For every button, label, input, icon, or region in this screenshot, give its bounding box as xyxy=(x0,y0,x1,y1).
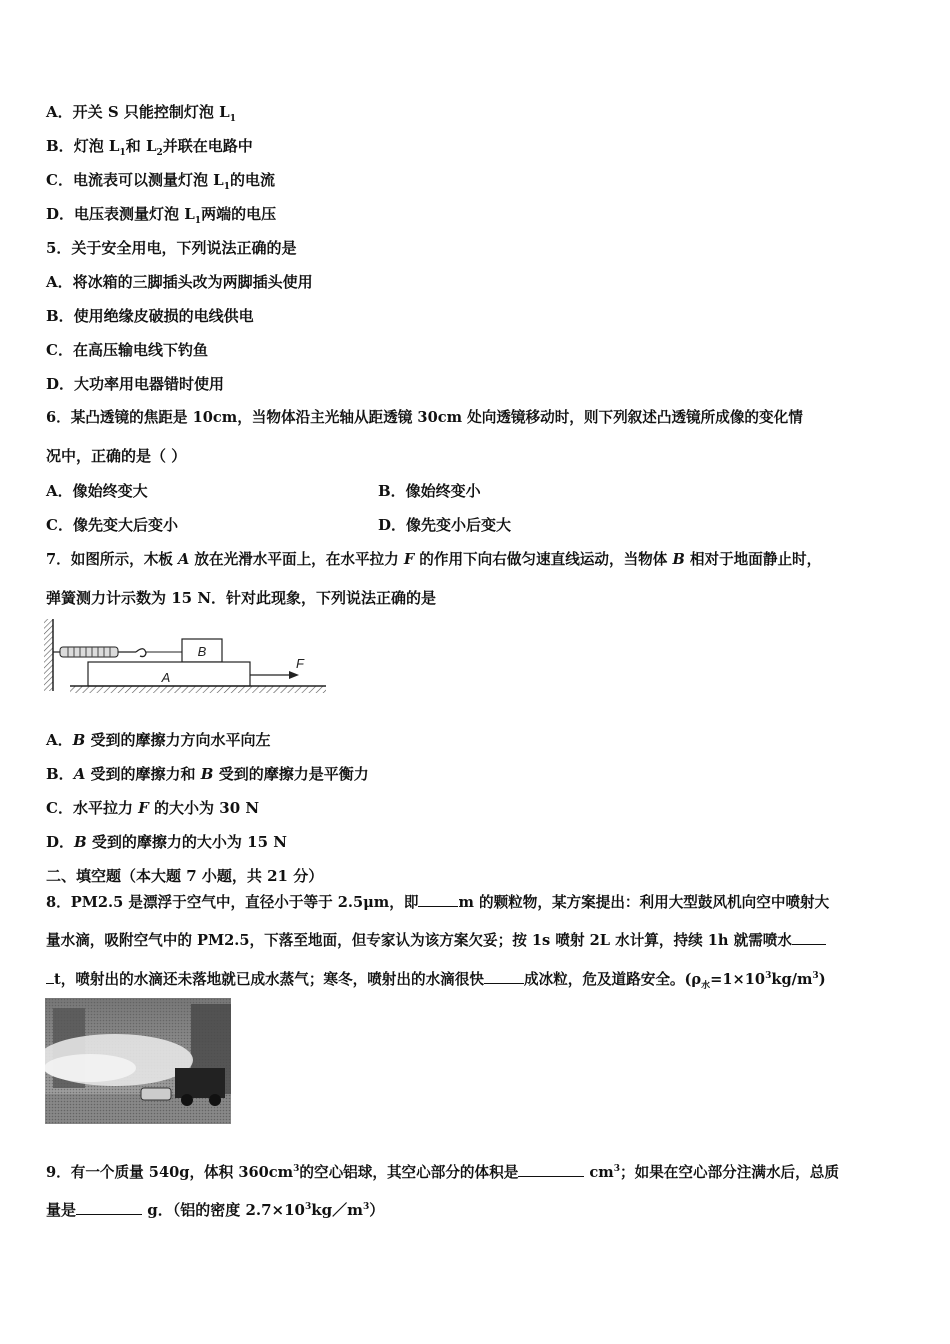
truck xyxy=(175,1068,225,1098)
answer-blank[interactable] xyxy=(46,969,54,984)
q7-friction-diagram xyxy=(40,615,340,700)
q8-line2: 量水滴，吸附空气中的 PM2.5，下落至地面，但专家认为该方案欠妥；按 1s 喷射 2L 水计算，持续 1h 就需喷水 xyxy=(46,930,826,951)
q4-option-b: B．灯泡 $L_1$和 $L_2$并联在电路中 xyxy=(46,137,253,158)
q5-stem: 5．关于安全用电，下列说法正确的是 xyxy=(46,239,297,257)
q6-option-d: D．像先变小后变大 xyxy=(378,516,512,534)
q5-option-c: C．在高压输电线下钓鱼 xyxy=(46,341,208,359)
q6-option-a: A．像始终变大 xyxy=(46,482,148,500)
q9-line1: 9．有一个质量 540g，体积 $360cm^3$的空心铝球，其空心部分的体积是 $cm^3$；如果在空心部分注满水后，总质 xyxy=(46,1163,839,1181)
q4-option-a: A．开关 S 只能控制灯泡 $L_1$ xyxy=(46,103,236,124)
answer-blank[interactable] xyxy=(484,969,524,984)
section-heading: 二、填空题（本大题 7 小题，共 21 分） xyxy=(46,867,324,885)
block-b-label: B xyxy=(197,644,207,659)
water-cannon-photo xyxy=(45,998,231,1124)
q8-line3: t，喷射出的水滴还未落地就已成水蒸气；寒冬，喷射出的水滴很快 成冰粒，危及道路安全。$(\rho_水=1\times 10^3kg/m^3)$ xyxy=(46,966,826,996)
q7-option-c: C．水平拉力 F 的大小为 30 N xyxy=(46,799,260,817)
board-a-label: A xyxy=(161,670,171,685)
floor-hatch xyxy=(70,686,326,693)
q7-option-d: D．B 受到的摩擦力的大小为 15 N xyxy=(46,833,287,851)
answer-blank[interactable] xyxy=(418,892,458,907)
hook-icon xyxy=(136,649,146,657)
q7-stem-line1: 7．如图所示，木板 A 放在光滑水平面上，在水平拉力 F 的作用下向右做匀速直线运动，当物体 B 相对于地面静止时， xyxy=(46,551,822,568)
force-label: F xyxy=(296,656,304,671)
q5-option-d: D．大功率用电器错时使用 xyxy=(46,375,225,393)
q5-option-b: B．使用绝缘皮破损的电线供电 xyxy=(46,307,254,325)
q9-line2: 量是 g．（铝的密度 $2.7\times 10^3kg/m^3$） xyxy=(46,1201,385,1219)
q6-option-c: C．像先变大后变小 xyxy=(46,516,178,534)
q6-option-b: B．像始终变小 xyxy=(378,482,481,500)
q8-line1: 8．PM2.5 是漂浮于空气中，直径小于等于 2.5μm，即 m 的颗粒物，某方案提出：利用大型鼓风机向空中喷射大 xyxy=(46,894,830,911)
answer-blank[interactable] xyxy=(518,1162,584,1177)
q4-option-c: C．电流表可以测量灯泡 $L_1$的电流 xyxy=(46,171,276,192)
q7-option-b: B．A 受到的摩擦力和 B 受到的摩擦力是平衡力 xyxy=(46,765,369,783)
answer-blank[interactable] xyxy=(792,930,826,945)
spring-scale xyxy=(60,647,146,657)
q6-stem-line1: 6．某凸透镜的焦距是 10cm，当物体沿主光轴从距透镜 30cm 处向透镜移动时，则下列叙述凸透镜所成像的变化情 xyxy=(46,409,803,426)
q6-stem-line2: 况中，正确的是（ ） xyxy=(46,447,187,465)
answer-blank[interactable] xyxy=(76,1200,142,1215)
arrow-head-icon xyxy=(289,671,299,679)
q5-option-a: A．将冰箱的三脚插头改为两脚插头使用 xyxy=(46,273,313,291)
wall-hatch xyxy=(44,619,53,691)
q4-option-d: D．电压表测量灯泡 $L_1$两端的电压 xyxy=(46,205,277,226)
q7-stem-line2: 弹簧测力计示数为 15 N．针对此现象，下列说法正确的是 xyxy=(46,589,437,607)
q7-option-a: A．B 受到的摩擦力方向水平向左 xyxy=(46,731,271,749)
car xyxy=(141,1088,171,1100)
